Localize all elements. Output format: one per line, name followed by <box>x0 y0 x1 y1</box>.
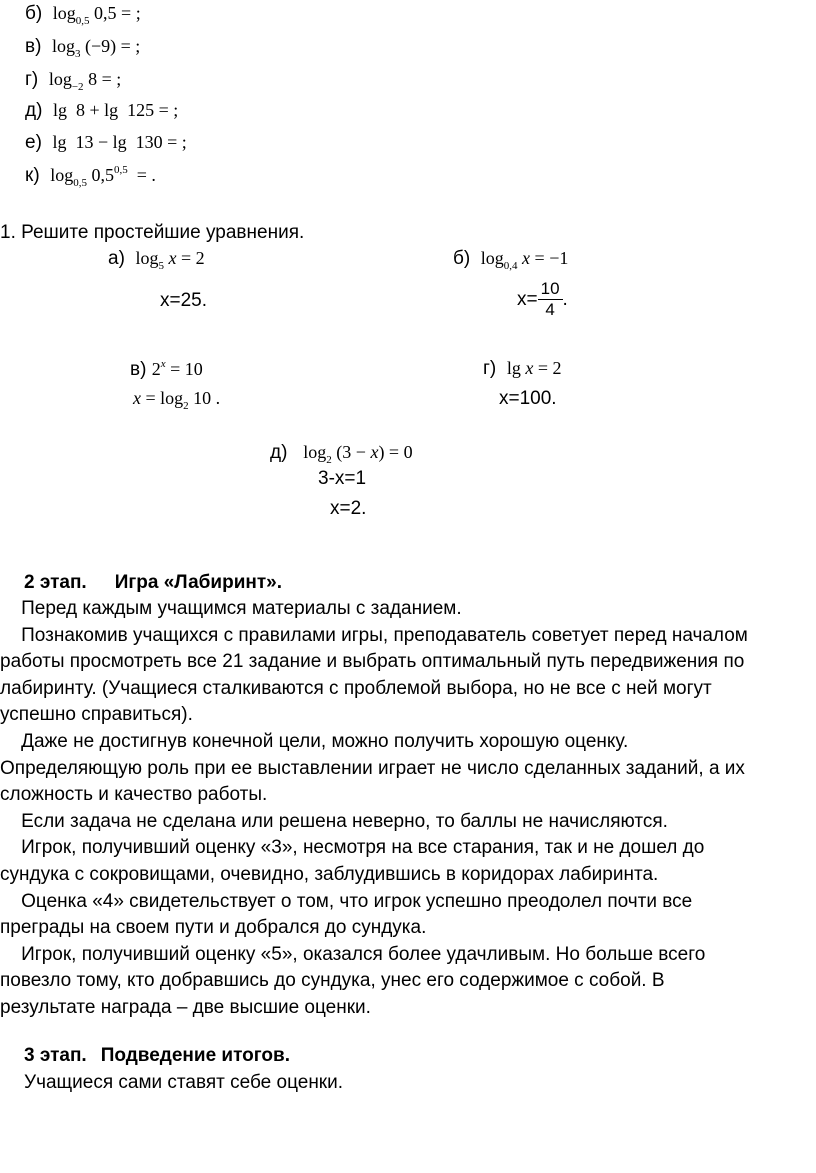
answer-a: x=25. <box>160 290 208 311</box>
paragraph-line: повезло тому, кто добравшись до сундука, унес его содержимое с собой. В <box>0 970 665 992</box>
expression: $\log_{0,5} 0,5^{0,5}$ = . <box>50 164 156 189</box>
exercise-item <box>25 70 121 93</box>
stage-number: 2 этап. <box>24 572 87 593</box>
item-label: к) <box>25 165 40 186</box>
item-label: д) <box>25 100 43 121</box>
equation-g: г) lg x = 2 <box>483 358 562 379</box>
stage3-heading <box>24 1046 290 1065</box>
paragraph-line: Игрок, получивший оценку «5», оказался более удачливым. Но больше всего <box>0 943 706 965</box>
expression: lg 8 + lg 125 = ; <box>52 100 179 120</box>
equation-b: б) $\log_{0,4} x = -1$ <box>453 248 569 272</box>
answer-v: $x = \log_2 10$ . <box>133 388 221 412</box>
stage-number: 3 этап. <box>24 1045 87 1066</box>
answer-g: x=100. <box>499 388 557 409</box>
exercise-item <box>25 165 156 189</box>
item-label: д) <box>270 442 288 463</box>
equation-a: а) $\log_5 x = 2$ <box>108 248 205 272</box>
paragraph-line: Перед каждым учащимся материалы с заданием. <box>0 598 462 619</box>
exercise-item <box>25 4 141 27</box>
answer-b: x= $\frac{10}{4}$ . <box>517 279 568 320</box>
paragraph-line: Определяющую роль при ее выставлении играет не число сделанных заданий, а их <box>0 757 745 779</box>
item-label: а) <box>108 248 125 269</box>
paragraph-line: сундука с сокровищами, очевидно, заблудившись в коридорах лабиринта. <box>0 864 659 885</box>
paragraph-line: Игрок, получивший оценку «3», несмотря на все старания, так и не дошел до <box>0 837 705 859</box>
fraction: $\frac{10}{4}$ <box>538 279 563 320</box>
paragraph-line: Если задача не сделана или решена неверно, то баллы не начисляются. <box>0 810 668 832</box>
item-label: б) <box>453 248 471 269</box>
step-d: 3-x=1 <box>318 468 367 489</box>
paragraph-line: работы просмотреть все 21 задание и выбрать оптимальный путь передвижения по <box>0 651 745 673</box>
stage-title: Игра «Лабиринт». <box>114 572 283 593</box>
expression: lg 13 − lg 130 = ; <box>52 132 187 152</box>
expression: $\log_3 (-9)$ = ; <box>51 36 141 60</box>
answer-d: x=2. <box>330 498 367 519</box>
paragraph-line: Познакомив учащихся с правилами игры, преподаватель советует перед началом <box>0 624 748 646</box>
paragraph-line: Оценка «4» свидетельствует о том, что игрок успешно преодолел почти все <box>0 890 693 912</box>
paragraph-line: лабиринту. (Учащиеся сталкиваются с проблемой выбора, но не все с ней могут <box>0 677 712 699</box>
paragraph-line: преграды на своем пути и добрался до сундука. <box>0 917 427 939</box>
stage-title: Подведение итогов. <box>100 1045 290 1066</box>
exercise-item <box>25 101 178 120</box>
expression: $\log_{0,5} 0,5$ = ; <box>52 3 141 27</box>
item-label: в) <box>130 359 147 380</box>
item-label: е) <box>25 132 42 153</box>
exercise-item <box>25 37 140 60</box>
task1-heading: 1. Решите простейшие уравнения. <box>0 222 305 243</box>
item-label: б) <box>25 3 43 24</box>
equation-d: д) $\log_2 (3 - x) = 0$ <box>270 442 413 466</box>
paragraph-line: результате награда – две высшие оценки. <box>0 997 371 1018</box>
exercise-item <box>25 133 187 152</box>
expression: $\log_{-2} 8$ = ; <box>48 69 122 93</box>
equation-v: в) $2^x = 10$ <box>130 358 203 380</box>
stage2-heading <box>24 573 282 592</box>
stage3-text: Учащиеся сами ставят себе оценки. <box>24 1072 344 1093</box>
paragraph-line: сложность и качество работы. <box>0 784 268 806</box>
item-label: г) <box>483 358 497 379</box>
item-label: г) <box>25 69 39 90</box>
item-label: в) <box>25 36 42 57</box>
paragraph-line: Даже не достигнув конечной цели, можно получить хорошую оценку. <box>0 731 629 752</box>
paragraph-line: успешно справиться). <box>0 704 193 726</box>
